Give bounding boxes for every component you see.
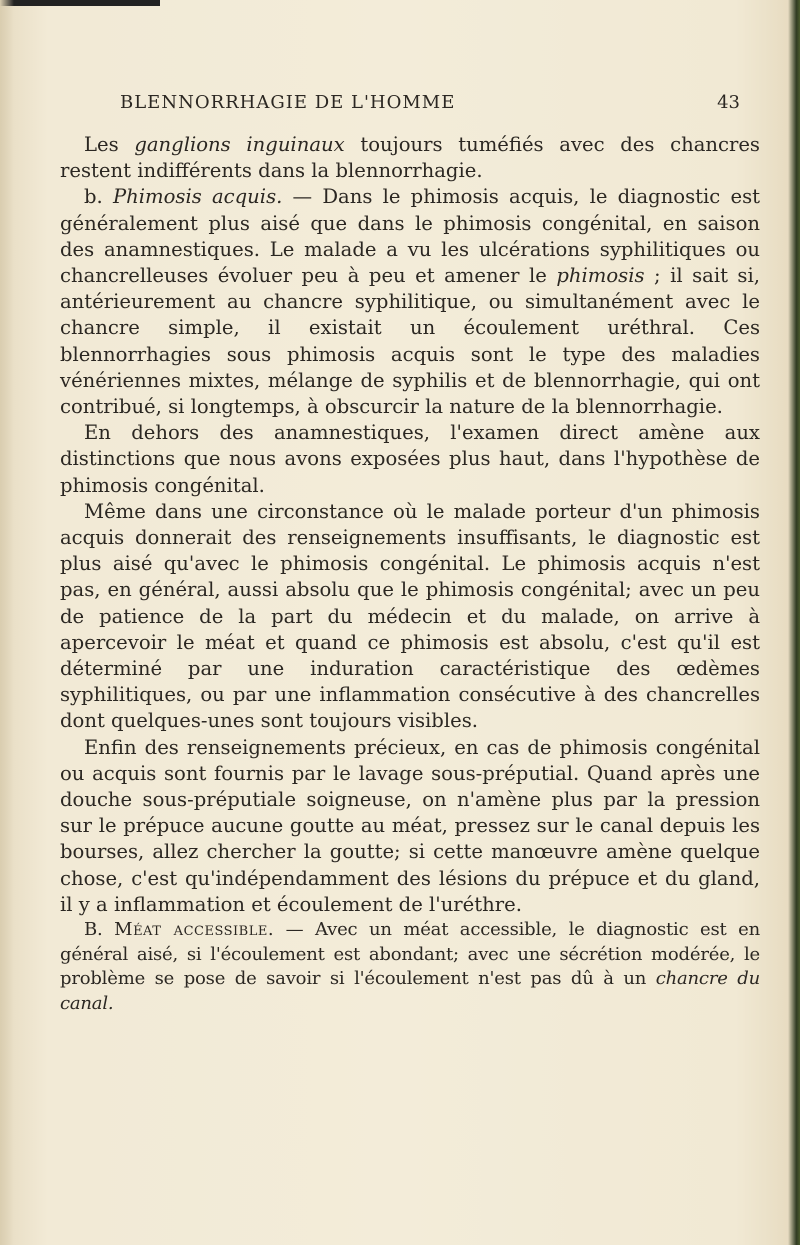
page-number: 43 xyxy=(717,92,740,113)
paragraph-anamnestiques: En dehors des anamnestiques, l'examen direct amène aux distinctions que nous avons exposées plus haut, dans l'hypothèse de phimosis congénital. xyxy=(60,421,760,497)
page-header xyxy=(120,92,740,122)
paragraph-circonstance: Même dans une circonstance où le malade porteur d'un phimosis acquis donnerait des renseignements insuffisants, le diagnostic est plus aisé qu'avec le phimosis congénital. Le phimosis acquis n'est pas, en général, aussi absolu que le phimosis congénital; avec un peu de patience de la part du médecin et du malade, on arrive à apercevoir le méat et quand ce phimosis est absolu, c'est qu'il est déterminé par une induration caractéristique des œdèmes syphilitiques, ou par une inflammation consécutive à des chancrelles dont quelques-unes sont toujours visibles. xyxy=(60,499,760,733)
body-text xyxy=(60,132,760,1016)
page-edge-binding-right xyxy=(788,0,800,1245)
paragraph-meat-accessible: B. Méat accessible. — Avec un méat accessible, le diagnostic est en général aisé, si l'écoulement est abondant; avec une sécrétion modérée, le problème se pose de savoir si l'écoulement n'est pas dû à un chancre du canal. xyxy=(60,919,760,1014)
paragraph-renseignements: Enfin des renseignements précieux, en cas de phimosis congénital ou acquis sont fournis par le lavage sous-préputial. Quand après une douche sous-préputiale soigneuse, on n'amène plus par la pression sur le prépuce aucune goutte au méat, pressez sur le canal depuis les bourses, allez chercher la goutte; si cette manœuvre amène quelque chose, c'est qu'indépendamment des lésions du prépuce et du gland, il y a inflammation et écoulement de l'uréthre. xyxy=(60,735,760,916)
paragraph-phimosis-acquis: b. Phimosis acquis. — Dans le phimosis acquis, le diagnostic est généralement plus aisé que dans le phimosis congénital, en saison des anamnestiques. Le malade a vu les ulcérations syphilitiques ou chancrelleuses évoluer peu à peu et amener le phimosis ; il sait si, antérieurement au chancre syphilitique, ou simultanément avec le chancre simple, il existait un écoulement uréthral. Ces blennorrhagies sous phimosis acquis sont le type des maladies vénériennes mixtes, mélange de syphilis et de blennorrhagie, qui ont contribué, si longtemps, à obscurcir la nature de la blennorrhagie. xyxy=(60,185,760,419)
section-heading: Méat accessible. xyxy=(114,919,275,941)
paragraph-ganglions: Les ganglions inguinaux toujours tuméfiés avec des chancres restent indifférents dans la blennorrhagie. xyxy=(60,133,760,183)
running-title: BLENNORRHAGIE DE L'HOMME xyxy=(120,92,456,113)
section-heading: Phimosis acquis. xyxy=(112,185,283,209)
page-edge-shadow-top xyxy=(0,0,160,6)
page-edge-shadow-left xyxy=(0,0,14,1245)
